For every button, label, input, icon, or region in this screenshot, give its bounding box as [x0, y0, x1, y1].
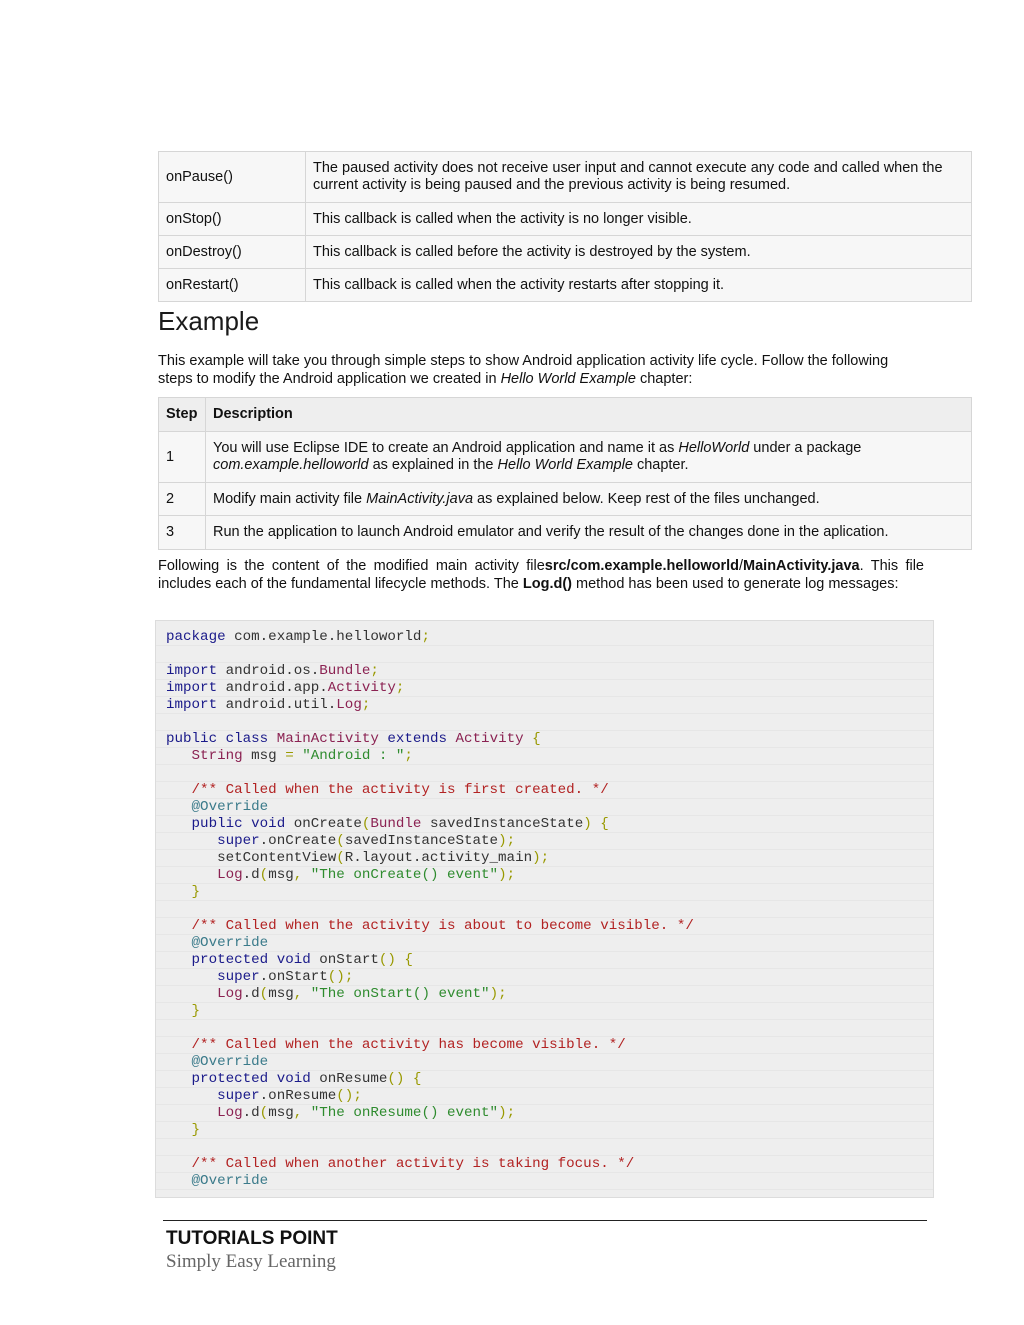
step-number: 1: [159, 432, 206, 483]
step-text: You will use Eclipse IDE to create an Android application and name it as: [213, 440, 679, 456]
step-description: [206, 483, 972, 516]
code-annotation: @Override: [156, 1173, 933, 1190]
steps-table: [158, 397, 972, 550]
intro-text: This example will take you through simple steps to show Android application activity life cycle. Follow the following steps to modify the Android application we created in: [158, 353, 889, 387]
code-line: super.onResume();: [156, 1088, 933, 1105]
code-line: }: [156, 1003, 933, 1020]
code-line: super.onCreate(savedInstanceState);: [156, 833, 933, 850]
code-line: [156, 1020, 933, 1037]
log-method: Log.d(): [522, 575, 572, 592]
step-text: chapter.: [632, 457, 689, 473]
footer-tagline: Simply Easy Learning: [166, 1251, 336, 1272]
step-description: Run the application to launch Android emulator and verify the result of the changes done in the aplication.: [206, 516, 972, 550]
step-emphasis: MainActivity.java: [366, 490, 474, 507]
code-annotation: @Override: [156, 799, 933, 816]
code-line: public void onCreate(Bundle savedInstanceState) {: [156, 816, 933, 833]
callback-name: onDestroy(): [159, 236, 306, 269]
source-file: MainActivity.java: [743, 558, 860, 574]
code-line: Log.d(msg, "The onStart() event");: [156, 986, 933, 1003]
callback-description: This callback is called when the activity restarts after stopping it.: [306, 269, 972, 302]
code-line: protected void onResume() {: [156, 1071, 933, 1088]
table-row: [159, 152, 972, 203]
path-separator: /: [739, 558, 744, 574]
hello-world-example-ref: Hello World Example: [500, 370, 636, 387]
step-description: [206, 432, 972, 483]
code-annotation: @Override: [156, 1054, 933, 1071]
code-comment: /** Called when the activity is first created. */: [156, 782, 933, 799]
code-comment: /** Called when the activity is about to become visible. */: [156, 918, 933, 935]
code-annotation: @Override: [156, 935, 933, 952]
paragraph-text: Following is the content of the modified main activity file: [158, 558, 545, 574]
step-text: under a package: [749, 440, 862, 456]
code-intro-paragraph: [158, 558, 924, 593]
code-line: }: [156, 1122, 933, 1139]
table-header-row: [159, 398, 972, 432]
section-heading: Example: [158, 306, 260, 336]
callback-name: onRestart(): [159, 269, 306, 302]
code-block: [155, 620, 934, 1198]
callback-description: The paused activity does not receive user input and cannot execute any code and called when the current activity is being paused and the previous activity is being resumed.: [306, 152, 972, 203]
code-line: protected void onStart() {: [156, 952, 933, 969]
code-line: import android.os.Bundle;: [156, 663, 933, 680]
step-number: 3: [159, 516, 206, 550]
code-comment: /** Called when another activity is taking focus. */: [156, 1156, 933, 1173]
table-row: [159, 432, 972, 483]
code-line: package com.example.helloworld;: [156, 629, 933, 646]
code-line: super.onStart();: [156, 969, 933, 986]
step-number: 2: [159, 483, 206, 516]
step-text: as explained below. Keep rest of the files unchanged.: [473, 490, 820, 507]
code-line: [156, 1139, 933, 1156]
table-row: [159, 483, 972, 516]
paragraph-text: . This file includes each of the fundamental lifecycle methods. The: [158, 558, 924, 592]
table-row: [159, 516, 972, 550]
source-path: src/com.example.helloworld: [544, 558, 739, 574]
footer-divider: [163, 1220, 927, 1221]
code-line: Log.d(msg, "The onCreate() event");: [156, 867, 933, 884]
code-line: [156, 714, 933, 731]
column-header: Description: [206, 398, 972, 432]
intro-paragraph: [158, 353, 924, 388]
code-line: [156, 646, 933, 663]
column-header: Step: [159, 398, 206, 432]
callback-description: This callback is called when the activity is no longer visible.: [306, 203, 972, 236]
callbacks-table: [158, 151, 972, 302]
code-line: import android.app.Activity;: [156, 680, 933, 697]
paragraph-text: method has been used to generate log messages:: [572, 575, 899, 592]
table-row: [159, 203, 972, 236]
step-text: as explained in the: [368, 457, 498, 473]
code-comment: /** Called when the activity has become visible. */: [156, 1037, 933, 1054]
code-line: String msg = "Android : ";: [156, 748, 933, 765]
callback-description: This callback is called before the activity is destroyed by the system.: [306, 236, 972, 269]
code-line: Log.d(msg, "The onResume() event");: [156, 1105, 933, 1122]
code-line: public class MainActivity extends Activity {: [156, 731, 933, 748]
code-line: import android.util.Log;: [156, 697, 933, 714]
table-row: [159, 269, 972, 302]
code-line: }: [156, 884, 933, 901]
step-emphasis: com.example.helloworld: [213, 457, 369, 473]
intro-text-end: chapter:: [635, 370, 693, 387]
code-line: [156, 901, 933, 918]
code-line: setContentView(R.layout.activity_main);: [156, 850, 933, 867]
footer-brand: TUTORIALS POINT: [166, 1228, 338, 1249]
callback-name: onStop(): [159, 203, 306, 236]
step-emphasis: Hello World Example: [497, 457, 633, 473]
table-row: [159, 236, 972, 269]
step-text: Modify main activity file: [213, 490, 367, 507]
code-line: [156, 765, 933, 782]
callback-name: onPause(): [159, 152, 306, 203]
step-emphasis: HelloWorld: [678, 440, 750, 456]
